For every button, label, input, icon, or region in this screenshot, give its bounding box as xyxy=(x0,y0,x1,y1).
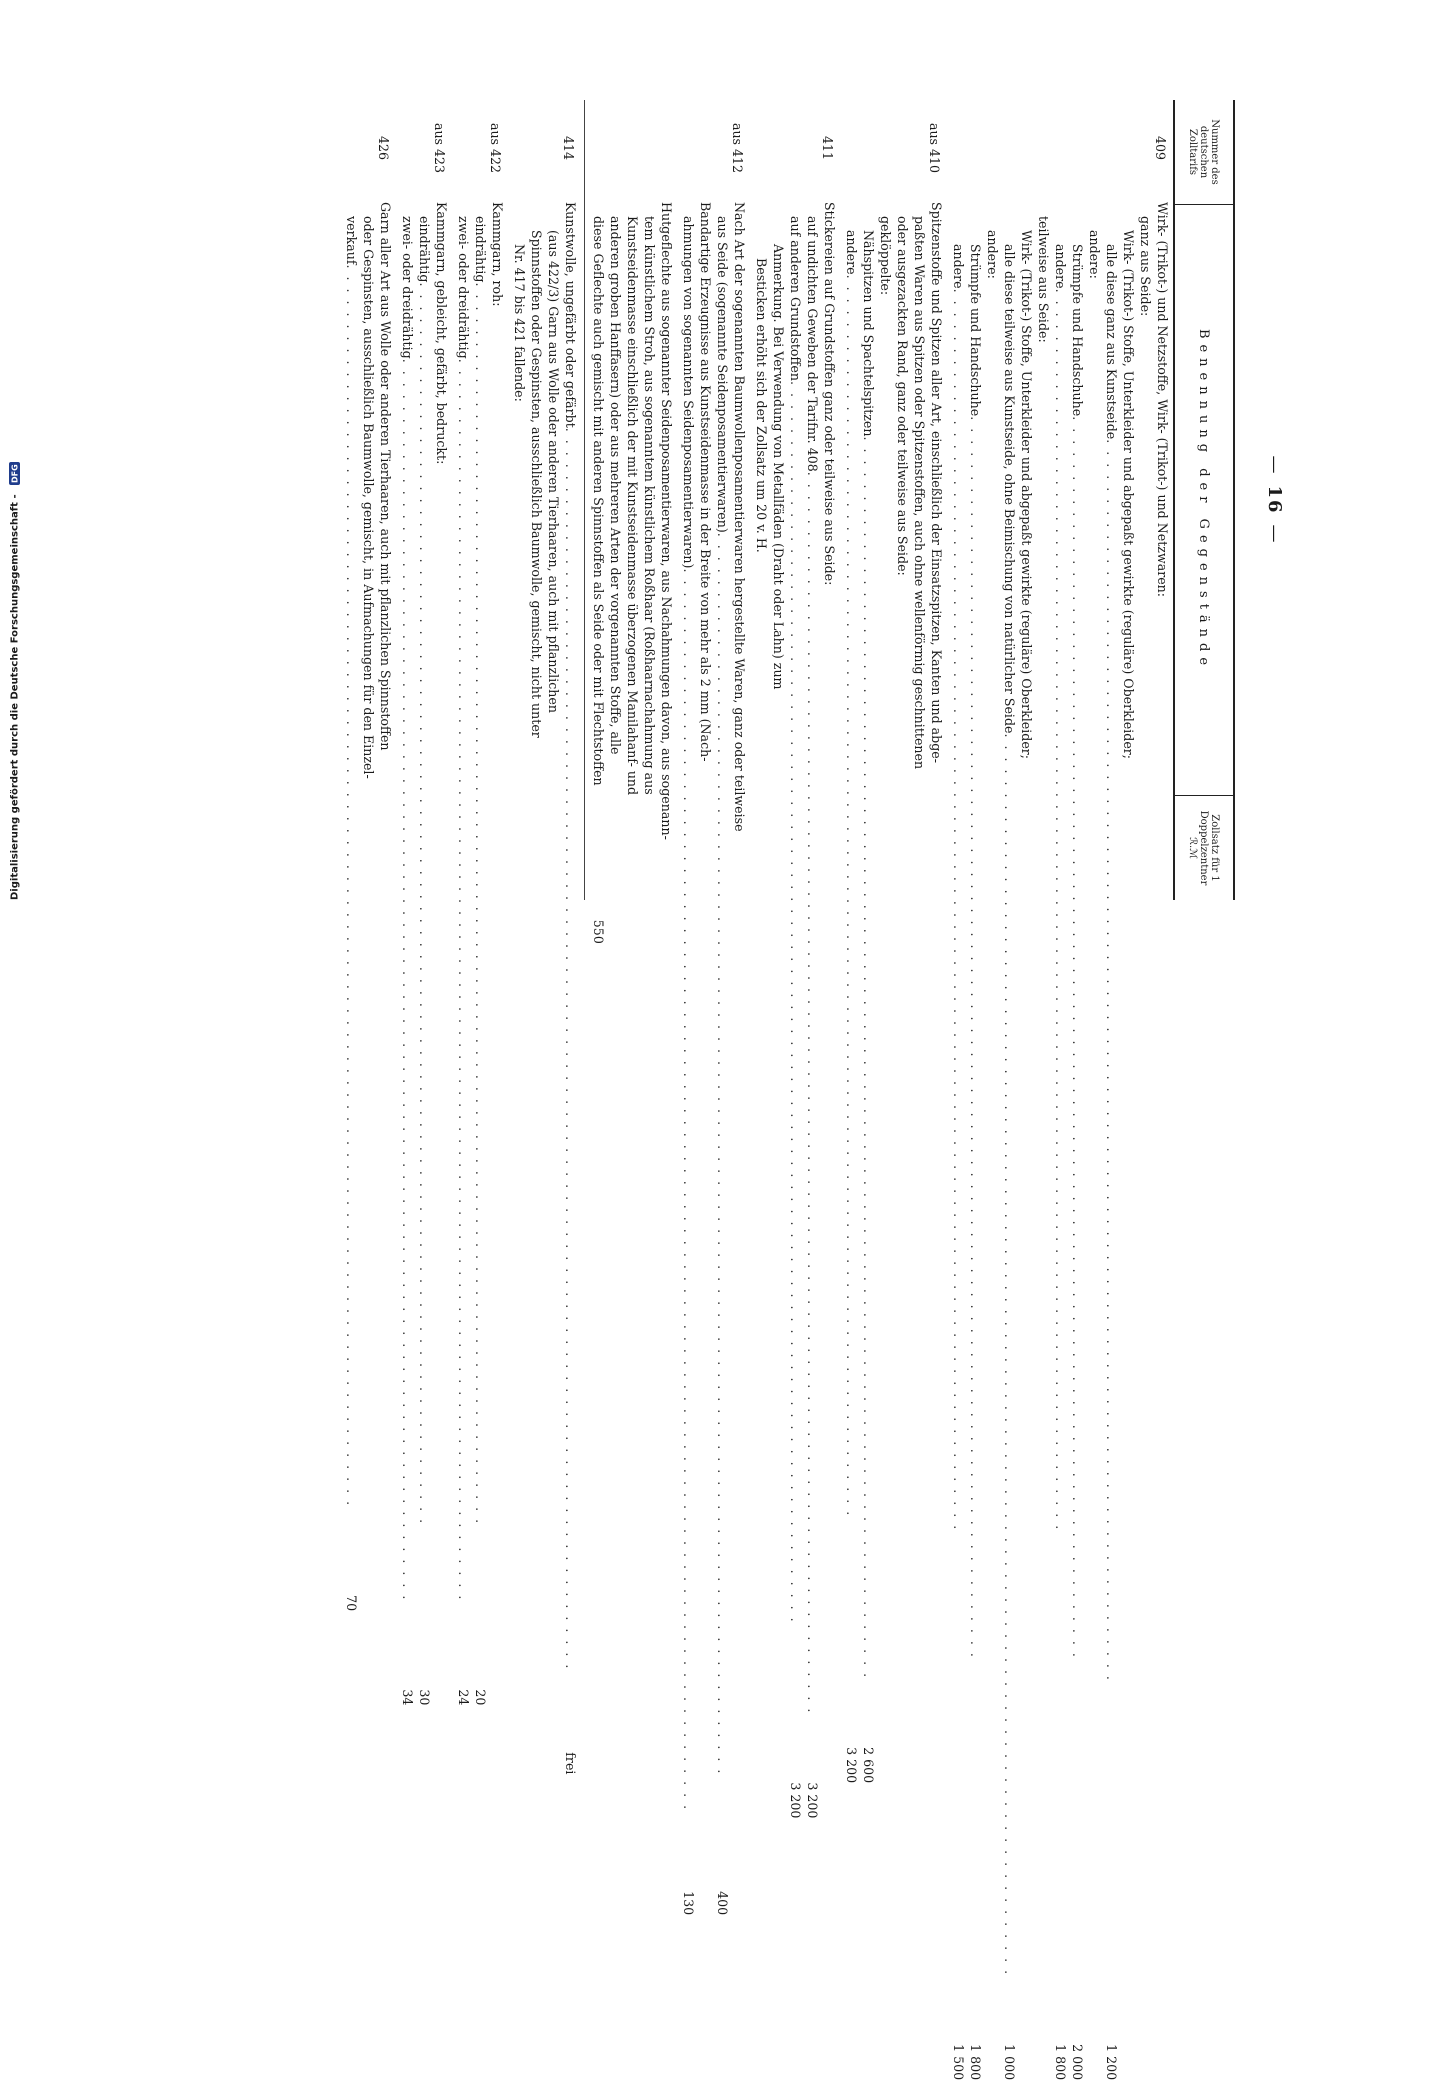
description-text: aus Seide (sogenannte Seidenposamentierwaren) xyxy=(715,216,730,533)
description-line xyxy=(697,202,714,1811)
duty-rate: 550 xyxy=(591,919,606,944)
table-header xyxy=(1173,100,1235,900)
duty-rate xyxy=(433,1609,450,1705)
tariff-number: 411 xyxy=(820,135,835,161)
description-text: Kunstseidenmasse einschließlich der mit Kunstseidenmasse überzogenen Manilahanf- und xyxy=(625,216,640,796)
description-text: Strümpfe und Handschuhe xyxy=(968,244,983,417)
description-text: geklöppelte: xyxy=(878,216,893,296)
description-line xyxy=(489,202,506,1601)
description-line xyxy=(804,202,821,1714)
description-line xyxy=(377,202,394,1507)
duty-rate: 3 200 xyxy=(788,1782,803,1819)
leader-dots xyxy=(562,428,579,1671)
duty-rate: 130 xyxy=(681,1891,696,1916)
description-text: Stickereien auf Grundstoffen ganz oder teilweise aus Seide: xyxy=(822,202,837,586)
duty-rate xyxy=(877,1687,894,1783)
description-line xyxy=(416,202,433,1601)
tariff-entry xyxy=(753,100,838,1819)
duty-rate xyxy=(984,1984,1001,2080)
tariff-entry xyxy=(399,100,450,1706)
page-number: —16— xyxy=(1264,455,1285,545)
description-line xyxy=(658,202,675,840)
tariff-entry xyxy=(843,100,945,1784)
leader-dots xyxy=(860,436,877,1679)
description-text: Nach Art der sogenannten Baumwollenposamentierwaren hergestellte Waren, ganz oder teilweise xyxy=(732,202,747,832)
description-line xyxy=(967,202,984,1976)
leader-dots xyxy=(1001,733,1018,1976)
tariff-number: 409 xyxy=(1153,135,1168,161)
description-line xyxy=(1001,202,1018,1976)
description-line xyxy=(433,202,450,1601)
description-text: Anmerkung. Bei Verwendung von Metallfäden (Draht oder Lahn) zum xyxy=(771,244,786,690)
description-line xyxy=(1069,202,1086,1976)
description-line xyxy=(360,202,377,1507)
description-text: andere xyxy=(951,244,966,289)
duty-rate xyxy=(911,1687,928,1783)
description-line xyxy=(680,202,697,1811)
duty-rate xyxy=(1120,1984,1137,2080)
leader-dots xyxy=(950,289,967,1977)
duty-rate xyxy=(1154,1984,1171,2080)
description-text: Bandartige Erzeugnisse aus Kunstseidenmasse in der Breite von mehr als 2 mm (Nach- xyxy=(698,202,713,762)
tariff-number: aus 410 xyxy=(927,122,942,174)
description-text: tem künstlichem Stroh, aus sogenanntem künstlichem Roßhaar (Roßhaarnachahmung aus xyxy=(642,216,657,795)
entry-rates xyxy=(343,1515,394,1629)
page-number-value: 16 xyxy=(1264,485,1285,515)
entry-description xyxy=(590,196,675,848)
leader-dots xyxy=(455,359,472,1602)
duty-rate xyxy=(1137,1984,1154,2080)
description-line xyxy=(1154,202,1171,1976)
description-text: Kammgarn, roh: xyxy=(490,202,505,307)
tariff-entry xyxy=(950,100,1171,2081)
entry-description xyxy=(343,196,394,1515)
description-text: Kunstwolle, ungefärbt oder gefärbt xyxy=(563,202,578,428)
rotated-page xyxy=(137,60,1297,2081)
description-text: Besticken erhöht sich der Zollsatz um 20 v. H. xyxy=(754,258,769,553)
description-text: Hutgeflechte aus sogenannter Seidenposamentierwaren, aus Nachahmungen davon, aus sogenann- xyxy=(659,202,674,840)
description-line xyxy=(1052,202,1069,1976)
funding-note-text: Digitalisierung gefördert durch die Deutsche Forschungsgemeinschaft xyxy=(9,502,21,900)
funding-note: Digitalisierung gefördert durch die Deutsche Forschungsgemeinschaft - DFG xyxy=(9,464,21,900)
entry-rates xyxy=(950,1984,1171,2098)
description-text: paßten Waren aus Spitzen oder Spitzenstoffen, auch ohne wellenförmig geschnittenen xyxy=(912,216,927,770)
leader-dots xyxy=(399,359,416,1602)
tariff-entry xyxy=(680,100,748,1916)
description-line xyxy=(843,202,860,1679)
tariff-number: 414 xyxy=(561,135,576,161)
duty-rate: 34 xyxy=(400,1689,415,1706)
description-text: andere xyxy=(1053,244,1068,289)
leader-dots xyxy=(416,282,433,1601)
duty-rate xyxy=(641,848,658,944)
description-text: ahmungen von sogenannten Seidenposamentierwaren) xyxy=(681,216,696,569)
duty-rate: 24 xyxy=(456,1689,471,1706)
description-line xyxy=(928,202,945,1679)
entry-description xyxy=(399,196,450,1609)
duty-rate xyxy=(528,1678,545,1774)
entry-rates xyxy=(511,1678,579,1792)
entry-description xyxy=(843,196,945,1687)
duty-rate: frei xyxy=(563,1752,578,1775)
header-tariff-number: Nummer des deutschen Zolltarifs xyxy=(1175,100,1233,205)
description-line xyxy=(731,202,748,1811)
duty-rate: 2 000 xyxy=(1070,2044,1085,2081)
description-line xyxy=(562,202,579,1670)
description-line xyxy=(607,202,624,840)
duty-rate: 20 xyxy=(473,1689,488,1706)
duty-rate: 1 500 xyxy=(951,2044,966,2081)
description-line xyxy=(1137,202,1154,1976)
tariff-entry xyxy=(455,100,506,1706)
description-line xyxy=(624,202,641,840)
leader-dots xyxy=(967,416,984,1976)
entry-rates xyxy=(843,1687,945,1801)
description-text: auf undichten Geweben der Tarifnr. 408 xyxy=(805,216,820,472)
tariff-number: aus 412 xyxy=(730,122,745,174)
description-text: zwei- oder dreidrähtig xyxy=(400,216,415,359)
description-text: teilweise aus Seide: xyxy=(1036,216,1051,343)
description-text: Nr. 417 bis 421 fallende: xyxy=(512,244,527,402)
entry-rates xyxy=(399,1609,450,1723)
duty-rate: 1 800 xyxy=(1053,2044,1068,2081)
description-line xyxy=(1103,202,1120,1976)
header-description: Benennung der Gegenstände xyxy=(1196,328,1212,672)
duty-rate xyxy=(753,1722,770,1818)
leader-dots xyxy=(1052,289,1069,1977)
description-text: Wirk- (Trikot-) Stoffe, Unterkleider und abgepaßt gewirkte (reguläre) Oberkleider; xyxy=(1121,230,1136,760)
duty-rate xyxy=(1035,1984,1052,2080)
duty-rate: 1 800 xyxy=(968,2044,983,2081)
duty-rate: 3 200 xyxy=(805,1782,820,1819)
duty-rate xyxy=(658,848,675,944)
description-line xyxy=(511,202,528,1670)
description-text: diese Geflechte auch gemischt mit anderen Spinnstoffen als Seide oder mit Flechtstoffen xyxy=(591,216,606,786)
tariff-number: aus 422 xyxy=(488,122,503,174)
leader-dots xyxy=(714,533,731,1811)
description-text: eindrähtig xyxy=(417,216,432,283)
header-duty-rate: Zollsatz für 1 Doppelzentner ℛ.ℳ xyxy=(1175,795,1233,900)
description-line xyxy=(911,202,928,1679)
entry-rates xyxy=(455,1609,506,1723)
duty-rate xyxy=(1086,1984,1103,2080)
duty-rate xyxy=(731,1819,748,1915)
description-line xyxy=(545,202,562,1670)
description-line xyxy=(877,202,894,1679)
description-line xyxy=(894,202,911,1679)
duty-rate xyxy=(489,1609,506,1705)
tariff-entry xyxy=(343,100,394,1612)
description-line xyxy=(472,202,489,1601)
duty-rate xyxy=(821,1722,838,1818)
leader-dots xyxy=(804,472,821,1715)
entry-description xyxy=(753,196,838,1722)
entry-description xyxy=(680,196,748,1819)
tariff-table-body xyxy=(338,100,1171,2081)
duty-rate: 3 200 xyxy=(844,1747,859,1784)
entry-rates xyxy=(680,1819,748,1933)
description-text: Strümpfe und Handschuhe xyxy=(1070,244,1085,417)
description-text: alle diese teilweise aus Kunstseide, ohne Beimischung von natürlicher Seide xyxy=(1002,244,1017,734)
description-text: verkauf xyxy=(344,216,359,265)
tariff-entry xyxy=(511,100,579,1775)
duty-rate xyxy=(545,1678,562,1774)
description-text: Spitzenstoffe und Spitzen aller Art, einschließlich der Einsatzspitzen, Kanten und abge- xyxy=(929,202,944,763)
description-text: Spinnstoffen oder Gespinsten, ausschließlich Baumwolle, gemischt, nicht unter xyxy=(529,230,544,738)
description-line xyxy=(641,202,658,840)
description-line xyxy=(528,202,545,1670)
description-line xyxy=(753,202,770,1714)
description-text: Wirk- (Trikot-) Stoffe, Unterkleider und abgepaßt gewirkte (reguläre) Oberkleider; xyxy=(1019,230,1034,760)
description-text: Garn aller Art aus Wolle oder anderen Tierhaaren, auch mit pflanzlichen Spinnstoffen xyxy=(378,202,393,751)
leader-dots xyxy=(787,381,804,1714)
leader-dots xyxy=(1103,439,1120,1976)
description-text: anderen groben Hanffasern) oder aus mehreren Arten der vorgenannten Stoffe, alle xyxy=(608,216,623,755)
description-line xyxy=(590,202,607,840)
description-text: andere xyxy=(844,230,859,275)
description-text: oder ausgezackten Rand, ganz oder teilweise aus Seide: xyxy=(895,216,910,576)
duty-rate xyxy=(360,1515,377,1611)
description-line xyxy=(1018,202,1035,1976)
duty-rate: 2 600 xyxy=(861,1747,876,1784)
tariff-entry xyxy=(584,100,675,944)
leader-dots xyxy=(343,265,360,1508)
duty-rate xyxy=(624,848,641,944)
entry-description xyxy=(511,196,579,1678)
duty-rate: 1 200 xyxy=(1104,2044,1119,2081)
duty-rate xyxy=(1018,1984,1035,2080)
description-line xyxy=(1120,202,1137,1976)
dfg-logo: DFG xyxy=(10,464,20,483)
description-text: Kammgarn, gebleicht, gefärbt, bedruckt: xyxy=(434,202,449,465)
description-line xyxy=(1086,202,1103,1976)
tariff-number xyxy=(673,100,675,196)
description-line xyxy=(787,202,804,1714)
duty-rate xyxy=(770,1722,787,1818)
description-line xyxy=(770,202,787,1714)
duty-rate: 30 xyxy=(417,1689,432,1706)
description-text: Wirk- (Trikot-) und Netzstoffe, Wirk- (Trikot-) und Netzwaren: xyxy=(1155,202,1170,598)
description-line xyxy=(950,202,967,1976)
description-text: zwei- oder dreidrähtig xyxy=(456,216,471,359)
description-text: andere: xyxy=(985,230,1000,279)
description-line xyxy=(860,202,877,1679)
entry-description xyxy=(950,196,1171,1984)
description-text: auf anderen Grundstoffen xyxy=(788,216,803,381)
description-text: andere: xyxy=(1087,230,1102,279)
tariff-number: 426 xyxy=(376,135,391,161)
description-text: alle diese ganz aus Kunstseide xyxy=(1104,244,1119,440)
tariff-number: aus 423 xyxy=(432,122,447,174)
description-line xyxy=(343,202,360,1507)
description-line xyxy=(821,202,838,1714)
entry-description xyxy=(455,196,506,1609)
description-text: (aus 422/3) Garn aus Wolle oder anderen Tierhaaren, auch mit pflanzlichen xyxy=(546,230,561,713)
description-line xyxy=(714,202,731,1811)
description-text: Nähspitzen und Spachtelspitzen xyxy=(861,230,876,437)
description-text: oder Gespinsten, ausschließlich Baumwolle, gemischt, in Aufmachungen für den Einzel- xyxy=(361,216,376,779)
description-text: eindrähtig xyxy=(473,216,488,283)
duty-rate xyxy=(511,1678,528,1774)
duty-rate xyxy=(928,1687,945,1783)
duty-rate: 1 000 xyxy=(1002,2044,1017,2081)
duty-rate xyxy=(377,1515,394,1611)
duty-rate: 70 xyxy=(344,1595,359,1612)
description-text: ganz aus Seide: xyxy=(1138,216,1153,317)
duty-rate xyxy=(607,848,624,944)
entry-rates xyxy=(753,1722,838,1836)
description-line xyxy=(455,202,472,1601)
leader-dots xyxy=(843,275,860,1680)
leader-dots xyxy=(1069,416,1086,1976)
entry-rates xyxy=(590,848,675,962)
description-line xyxy=(1035,202,1052,1976)
duty-rate xyxy=(894,1687,911,1783)
duty-rate: 400 xyxy=(715,1891,730,1916)
duty-rate xyxy=(697,1819,714,1915)
leader-dots xyxy=(680,568,697,1811)
description-line xyxy=(399,202,416,1601)
leader-dots xyxy=(472,282,489,1601)
description-line xyxy=(984,202,1001,1976)
